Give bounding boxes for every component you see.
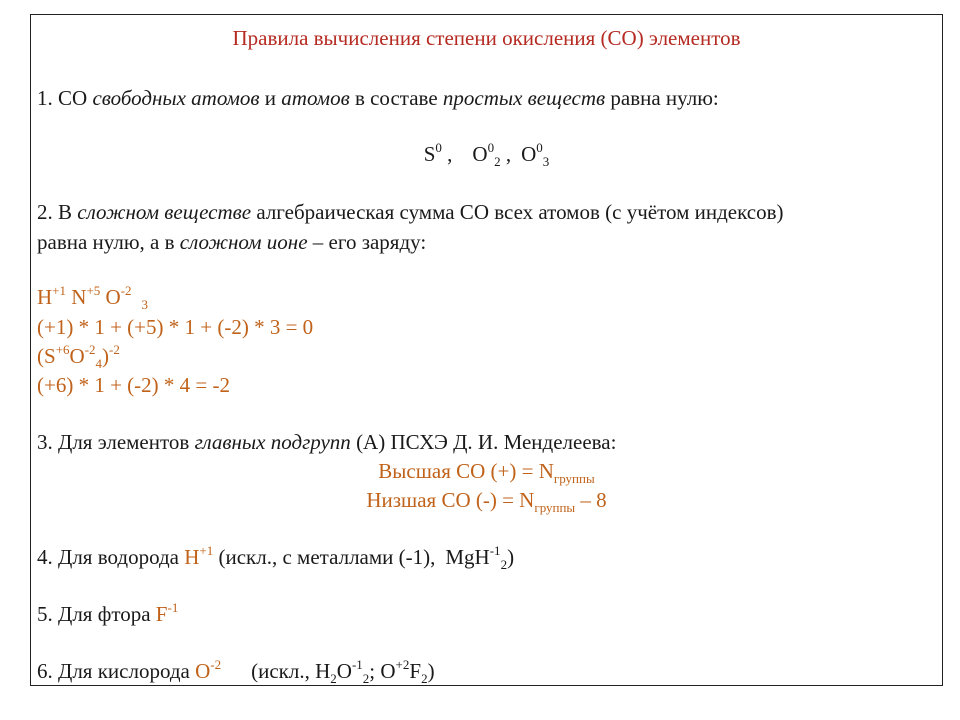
rule-1-examples: $S^0$ , $O^0_2$ , $O^0_3$ bbox=[423, 140, 550, 169]
rule-3-lowest: Низшая СО (-) = $N_{группы} - 8$ bbox=[366, 488, 607, 515]
slide-title: Правила вычисления степени окисления (СО) элементов bbox=[232, 26, 741, 50]
rule-2-line-1: 2. В сложном веществе алгебраическая сумма СО всех атомов (с учётом индексов) bbox=[37, 200, 784, 224]
slide-frame bbox=[30, 14, 943, 686]
rule-1: 1. СО свободных атомов и атомов в составе простых веществ равна нулю: bbox=[37, 86, 719, 110]
rule-4: 4. Для водорода $H^{+1}$ (искл., с металлами (-1), MgH$^{-1}_2$) bbox=[37, 543, 515, 572]
rule-2-calc-2: (+6) * 1 + (-2) * 4 = -2 bbox=[37, 373, 230, 397]
rule-3: 3. Для элементов главных подгрупп (А) ПСХЭ Д. И. Менделеева: bbox=[37, 430, 617, 454]
rule-6: 6. Для кислорода $O^{-2}$ (искл., $H_2O^{-1}_2$; $O^{+2}F_2$) bbox=[37, 657, 435, 686]
rule-2-line-2: равна нулю, а в сложном ионе – его заряду: bbox=[37, 230, 427, 254]
rule-2-calc-1: (+1) * 1 + (+5) * 1 + (-2) * 3 = 0 bbox=[37, 315, 314, 339]
rule-2-formula-hno3: $H^{+1}$ $N^{+5}$ $O^{-2}_3$ bbox=[37, 283, 149, 312]
rule-5: 5. Для фтора $F^{-1}$ bbox=[37, 600, 179, 626]
rule-2-formula-so4: $(S^{+6}O^{-2}_4)^{-2}$ bbox=[37, 342, 120, 371]
rule-3-highest: Высшая СО (+) = $N_{группы}$ bbox=[378, 459, 595, 486]
